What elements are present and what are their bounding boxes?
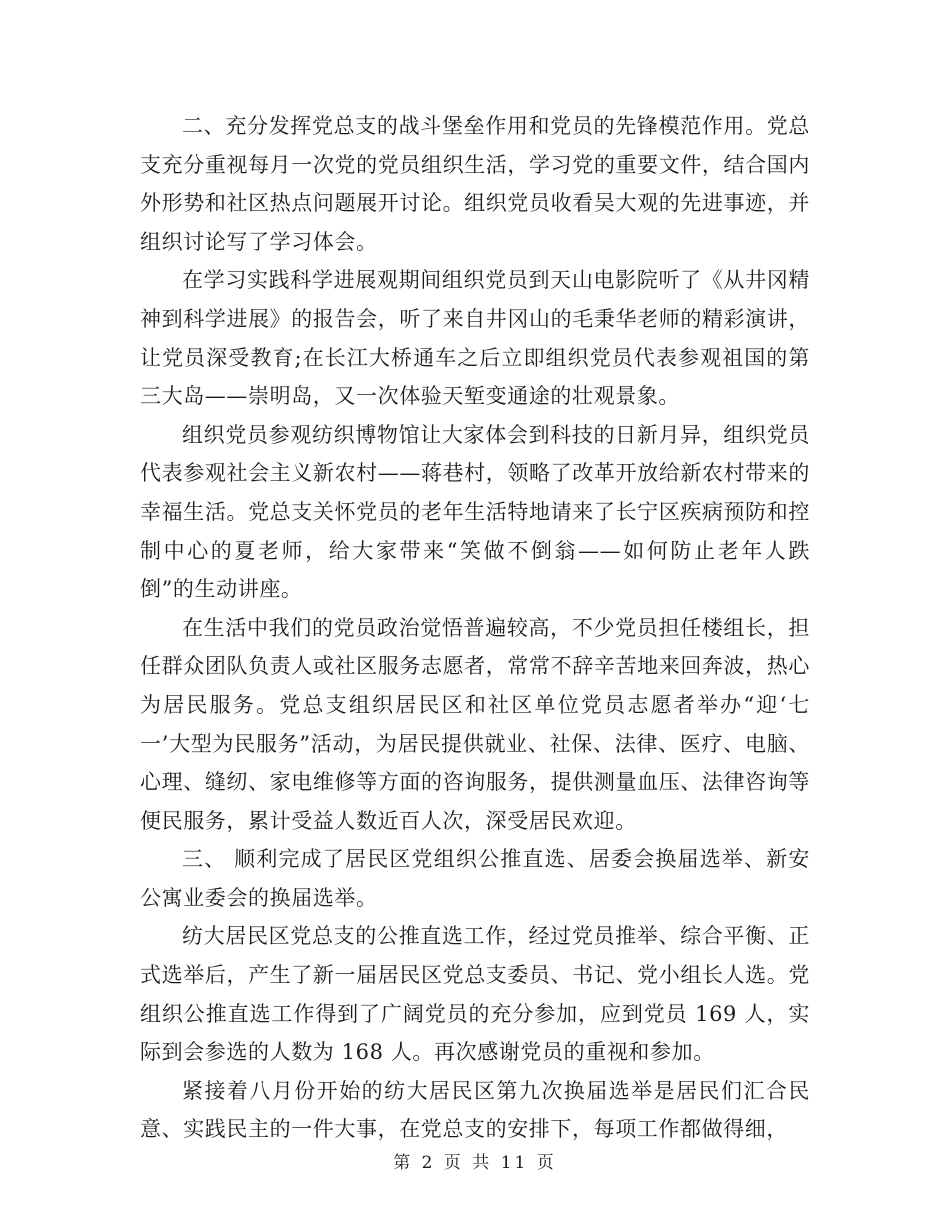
paragraph-2: 在学习实践科学进展观期间组织党员到天山电影院听了《从井冈精神到科学进展》的报告会，听了来自井冈山的毛秉华老师的精彩演讲，让党员深受教育;在长江大桥通车之后立即组织党员代表参观祖国的第三大岛——崇明岛，又一次体验天堑变通途的壮观景象。 (140, 268, 810, 409)
document-body (140, 107, 810, 1149)
paragraph-7: 紧接着八月份开始的纺大居民区第九次换届选举是居民们汇合民意、实践民主的一件大事，在党总支的安排下，每项工作都做得细， (140, 1078, 810, 1142)
paragraph-3: 组织党员参观纺织博物馆让大家体会到科技的日新月异，组织党员代表参观社会主义新农村——蒋巷村，领略了改革开放给新农村带来的幸福生活。党总支关怀党员的老年生活特地请来了长宁区疾病预防和控制中心的夏老师，给大家带来“笑做不倒翁——如何防止老年人跌倒”的生动讲座。 (140, 422, 810, 602)
paragraph-5: 三、 顺利完成了居民区党组织公推直选、居委会换届选举、新安公寓业委会的换届选举。 (140, 847, 810, 910)
paragraph-4: 在生活中我们的党员政治觉悟普遍较高，不少党员担任楼组长，担任群众团队负责人或社区服务志愿者，常常不辞辛苦地来回奔波，热心为居民服务。党总支组织居民区和社区单位党员志愿者举办“迎‘七一’大型为民服务”活动，为居民提供就业、社保、法律、医疗、电脑、心理、缝纫、家电维修等方面的咨询服务，提供测量血压、法律咨询等便民服务，累计受益人数近百人次，深受居民欢迎。 (140, 615, 810, 833)
paragraph-6: 纺大居民区党总支的公推直选工作，经过党员推举、综合平衡、正式选举后，产生了新一届居民区党总支委员、书记、党小组长人选。党组织公推直选工作得到了广阔党员的充分参加，应到党员 169 人，实际到会参选的人数为 168 人。再次感谢党员的重视和参加。 (140, 924, 810, 1065)
paragraph-1: 二、充分发挥党总支的战斗堡垒作用和党员的先锋模范作用。党总支充分重视每月一次党的党员组织生活，学习党的重要文件，结合国内外形势和社区热点问题展开讨论。组织党员收看吴大观的先进事迹，并组织讨论写了学习体会。 (140, 114, 810, 254)
page-number-footer: 第 2 页 共 11 页 (393, 1153, 557, 1173)
